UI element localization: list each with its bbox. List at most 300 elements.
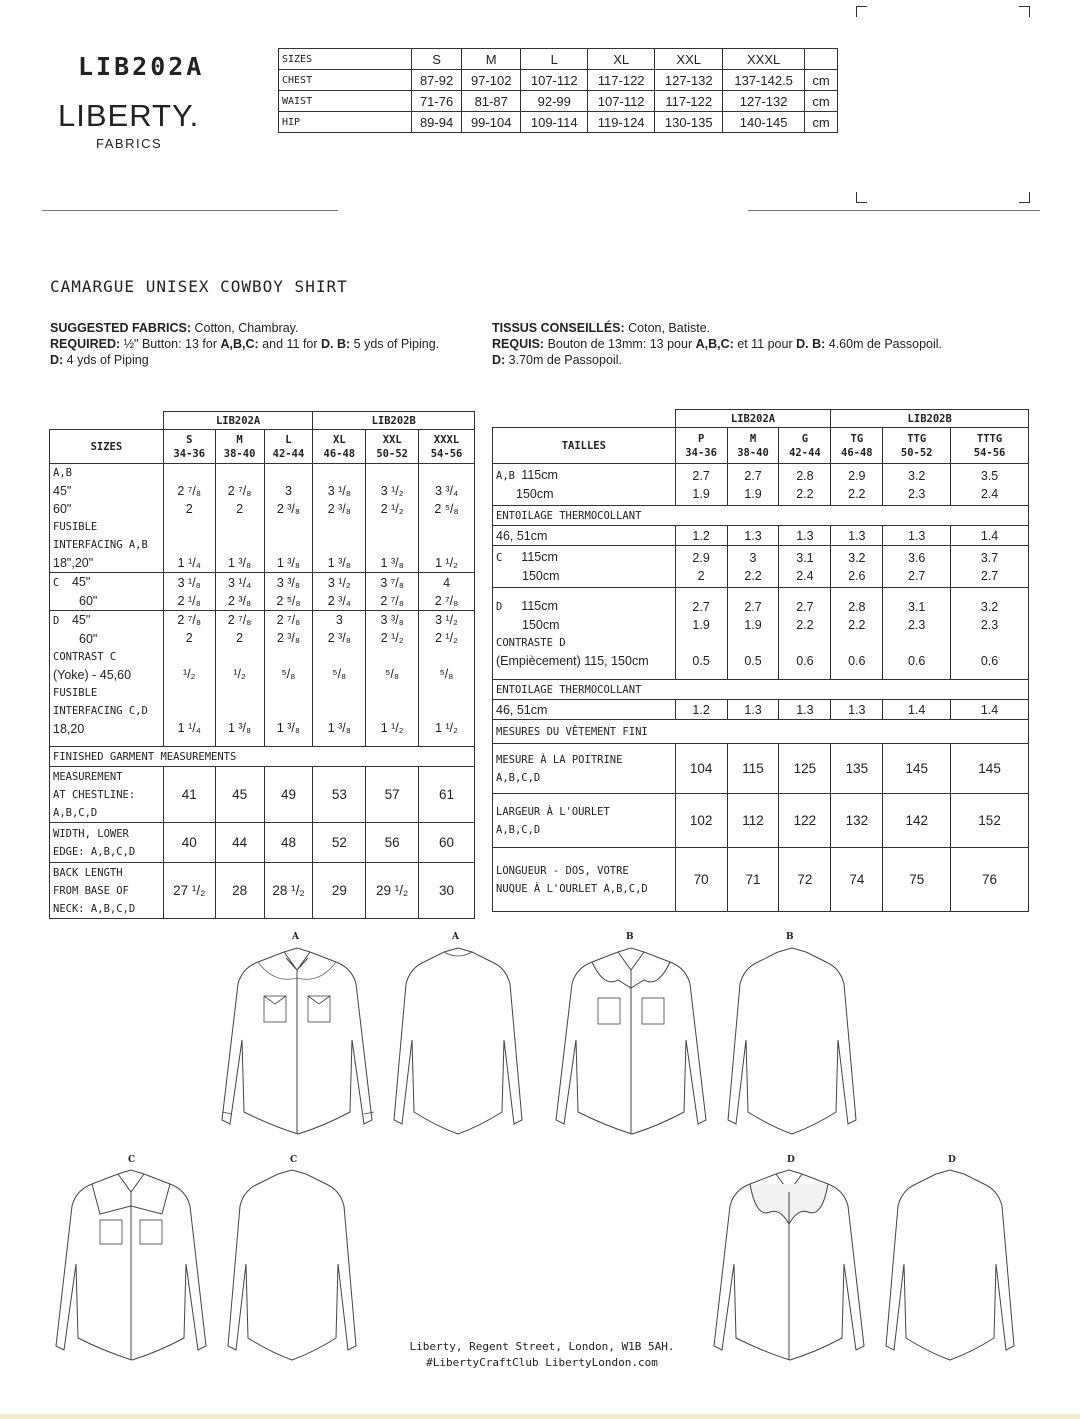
blank-cell [50,412,164,430]
value: 2.4 [796,568,814,583]
cell: 119-124 [588,112,655,133]
size: TG [850,432,864,445]
required-text: A,B,C: [220,337,259,351]
value: 2 ³/₈ [276,502,301,516]
value-cell [313,464,366,573]
value-cell [215,611,264,747]
value-cell [883,464,951,506]
value: 2 ³/₈ [227,594,252,608]
value-cell: 28 [215,863,264,919]
view-label-d-front: D [787,1155,795,1165]
size: M [749,432,757,445]
value: 2.2 [796,617,814,632]
value: 2.3 [908,486,926,501]
value: 3 ¹/₈ [327,484,351,498]
shirt-front-b [548,944,714,1140]
label: A,B,C,D [53,806,98,819]
value-cell: 1.3 [831,700,883,720]
back-length-label [493,848,676,912]
label: 60" [79,594,98,608]
value: 2 ⁷/₈ [380,594,404,608]
value-cell [163,573,215,611]
view-ab-block [493,464,1029,506]
view-ab-block [50,464,475,573]
pattern-code: LIB202A [78,52,205,81]
label: A,B,C,D [496,771,541,784]
brand-sub: FABRICS [96,136,163,151]
value: 2.7 [692,599,710,614]
value-cell: 41 [163,767,215,823]
value: 2 ⁷/₈ [434,594,459,608]
value: 3 ³/₈ [380,613,404,627]
value-cell: 1.2 [675,526,727,546]
value: 1.9 [744,486,762,501]
footer-address: Liberty, Regent Street, London, W1B 5AH. [409,1340,675,1353]
size-header [264,430,313,464]
value: 2 ⁵/₈ [434,502,459,516]
pocket-right [308,996,330,1022]
value-cell: 29 ¹/₂ [366,863,419,919]
value-cell [313,573,366,611]
size-range: 46-48 [841,446,873,459]
value-cell: 45 [215,767,264,823]
fabric-notes-en [50,320,480,368]
cell: 87-92 [412,70,462,91]
shirt-back-a [388,944,528,1140]
group-header-a: LIB202A [163,412,313,430]
value-cell [727,546,779,588]
value-cell: 44 [215,823,264,863]
size: G [801,432,809,445]
size-header [883,428,951,464]
size-range: 34-36 [685,446,717,459]
value: 2 ¹/₈ [177,594,201,608]
view-label-a-back: A [452,932,459,942]
value-cell [779,546,831,588]
value: 1 ¹/₄ [177,721,201,735]
value: 3.2 [848,550,866,565]
unit-cell: cm [805,91,838,112]
label: 115cm [521,599,558,613]
size-header-cell: M [462,49,521,70]
yardage-table-en [49,411,475,919]
value-cell: 115 [727,744,779,794]
size-header [727,428,779,464]
cell: 109-114 [521,112,588,133]
size: P [697,432,705,445]
value: ¹/₂ [233,667,246,681]
required-text: ½" Button: 13 for [120,337,221,351]
size: M [236,433,243,446]
size: TTG [907,432,927,445]
crop-mark-bottom-right [1019,192,1030,203]
value-cell [779,588,831,680]
label: 60" [79,632,98,646]
required-text: 3.70m de Passopoil. [505,353,622,367]
size-header-cell: XXXL [723,49,805,70]
value: 2.6 [848,568,866,583]
back-outline [728,948,856,1134]
label: C [496,552,503,564]
cell: 107-112 [588,91,655,112]
value: 1 ³/₈ [327,556,351,570]
value-cell: 70 [675,848,727,912]
suggested-value: Coton, Batiste. [624,321,711,335]
value-cell: 57 [366,767,419,823]
value: 1.9 [744,617,762,632]
collar [284,952,310,970]
value-cell: 1.3 [831,526,883,546]
value: 2 ⁷/₈ [177,613,202,627]
value: 3.7 [980,550,999,565]
value-cell: 74 [831,848,883,912]
view-label-d-back: D [948,1155,956,1165]
size-range: 42-44 [272,447,305,460]
shirt-back-d [880,1166,1020,1366]
back-length-label [50,863,164,919]
brand-name: LIBERTY. [58,98,200,133]
value: 2 [185,502,193,516]
value: 2.3 [980,617,999,632]
value-cell [727,464,779,506]
cell: 117-122 [655,91,723,112]
value: 2 ⁷/₈ [276,613,301,627]
size-header-label: SIZES [279,49,412,70]
value-cell [951,464,1029,506]
sizes-label: SIZES [50,430,164,464]
value: 3 ³/₄ [434,484,459,498]
width-row [50,823,475,863]
size: XXXL [433,433,460,446]
value-cell [264,464,313,573]
cell: 71-76 [412,91,462,112]
divider-right [748,210,1040,211]
label: 150cm [522,618,560,632]
value: 0.6 [796,653,814,668]
label: INTERFACING A,B [53,539,148,551]
value-cell: 1.3 [779,700,831,720]
group-header-b: LIB202B [313,412,475,430]
value: 2 [236,502,244,516]
size-header-cell: S [412,49,462,70]
value: 3 ³/₈ [276,576,301,590]
value: 1 ¹/₄ [177,556,201,570]
value-cell [215,464,264,573]
required-text: D: [50,353,64,367]
label: D [496,601,503,613]
group-header-a: LIB202A [675,410,831,428]
value: 1 ³/₈ [327,721,351,735]
value-cell [831,588,883,680]
chest-row [279,70,838,91]
value-cell: 122 [779,794,831,848]
cell: 99-104 [462,112,521,133]
interfacing-header-row [493,506,1029,526]
label: 45" [71,575,91,589]
value: 2.7 [796,599,814,614]
crop-mark-top-left [856,6,867,17]
size-header [313,430,366,464]
value-cell [883,546,951,588]
value: 0.5 [692,653,710,668]
size-header [779,428,831,464]
pocket-left [100,1220,122,1244]
cell: 97-102 [462,70,521,91]
value: 3.1 [796,550,814,565]
view-d-label [50,611,164,747]
value-cell: 102 [675,794,727,848]
value: 2 [697,568,705,583]
value-cell: 152 [951,794,1029,848]
size-header [675,428,727,464]
value-cell [419,573,475,611]
cell: 127-132 [723,91,805,112]
size-range: 38-40 [223,447,256,460]
waist-row [279,91,838,112]
value-cell [366,573,419,611]
value-cell: 52 [313,823,366,863]
suggested-value: Cotton, Chambray. [191,321,299,335]
yardage-table-fr [492,409,1029,912]
label: FUSIBLE [53,521,98,533]
view-label-a-front: A [292,932,299,942]
value: 3 ⁷/₈ [380,576,404,590]
size-range: 38-40 [737,446,769,459]
group-row [50,412,475,430]
label: NUQUE À L'OURLET A,B,C,D [496,882,648,895]
sizes-row [50,430,475,464]
label: CONTRAST C [53,651,117,663]
value-cell: 48 [264,823,313,863]
value: 1 ³/₈ [276,721,301,735]
value: ⁵/₈ [385,667,400,681]
value-cell: 28 ¹/₂ [264,863,313,919]
interfacing-row [493,700,1029,720]
label: 45" [53,484,72,498]
value-cell: 61 [419,767,475,823]
value: 3.2 [908,468,926,483]
view-label-b-back: B [786,932,794,942]
value-cell [163,464,215,573]
value-cell: 72 [779,848,831,912]
value: 1 ³/₈ [380,556,404,570]
label: 115cm [521,468,558,482]
label: NECK: A,B,C,D [53,902,136,915]
value: 0.6 [848,653,866,668]
back-outline [394,948,522,1134]
value-cell: 71 [727,848,779,912]
cell: 137-142.5 [723,70,805,91]
label: 18,20 [53,722,85,736]
sizes-row [493,428,1029,464]
crop-mark-top-right [1019,6,1030,17]
value-cell: 30 [419,863,475,919]
label: 18",20" [53,556,94,570]
label: 115cm [521,550,558,564]
value: 2.9 [692,550,710,565]
value: 3 [335,613,343,627]
view-d-block [493,588,1029,680]
row-label: 46, 51cm [493,526,676,546]
value-cell: 29 [313,863,366,919]
label: 150cm [522,569,560,583]
value: 2 ¹/₂ [380,502,404,516]
value-cell [675,546,727,588]
size-range: 50-52 [900,446,933,459]
divider-left [42,210,338,211]
value: 4 [443,576,451,590]
required-text: D. B: [321,337,351,351]
footer-links: #LibertyCraftClub LibertyLondon.com [426,1356,658,1369]
label: (Empiècement) 115, 150cm [496,654,649,668]
value: 2 ³/₈ [276,631,301,645]
value: 1 ³/₈ [227,721,252,735]
value-cell [313,611,366,747]
value-cell: 1.4 [883,700,951,720]
crop-mark-bottom-left [856,192,867,203]
value: 2.8 [848,599,866,614]
finished-header-row [493,720,1029,744]
view-label-c-front: C [128,1155,136,1165]
interfacing-header: ENTOILAGE THERMOCOLLANT [493,506,1029,526]
shirt-back-c [222,1166,362,1366]
label: MEASUREMENT [53,770,123,783]
value: 2.8 [796,468,814,483]
value: 1 ³/₈ [276,556,301,570]
chest-measure-row [50,767,475,823]
value: 2.7 [692,468,710,483]
value-cell: 1.3 [779,526,831,546]
size: XXL [382,433,402,446]
size-header [215,430,264,464]
suggested-label: SUGGESTED FABRICS: [50,321,191,335]
width-row [493,794,1029,848]
interfacing-row [493,526,1029,546]
value-cell [675,464,727,506]
label: FROM BASE OF [53,884,129,897]
cell: 117-122 [588,70,655,91]
value: 2 ³/₈ [327,631,351,645]
size-range: 54-56 [973,446,1006,459]
size-header [419,430,475,464]
value-cell [675,588,727,680]
interfacing-header-row [493,680,1029,700]
label: A,B,C,D [496,823,541,836]
value: 3.6 [908,550,926,565]
size-header [831,428,883,464]
value: 2.4 [980,486,999,501]
value: 3 [284,484,292,498]
cell: 92-99 [521,91,588,112]
view-label-b-front: B [626,932,634,942]
group-row [493,410,1029,428]
cell: 89-94 [412,112,462,133]
view-c-block [493,546,1029,588]
value-cell: 76 [951,848,1029,912]
required-text: and 11 for [258,337,322,351]
label: BACK LENGTH [53,866,123,879]
group-header-b: LIB202B [831,410,1029,428]
view-c-label [493,546,676,588]
pocket-right [642,998,664,1024]
row-label: 46, 51cm [493,700,676,720]
required-label: REQUIS: [492,337,545,351]
value-cell [419,611,475,747]
value: 2 ⁷/₈ [227,484,252,498]
collar [618,952,644,970]
finished-header: FINISHED GARMENT MEASUREMENTS [50,747,475,767]
value-cell [366,611,419,747]
value: 3.5 [980,468,999,483]
size: XL [333,433,346,446]
row-label: WAIST [279,91,412,112]
value-cell [831,546,883,588]
required-text: Bouton de 13mm: 13 pour [544,337,696,351]
value: 3.1 [908,599,926,614]
finished-header: MESURES DU VÊTEMENT FINI [493,720,1029,744]
view-d-block [50,611,475,747]
row-label: HIP [279,112,412,133]
required-text: et 11 pour [733,337,797,351]
size-range: 42-44 [789,446,821,459]
cell: 107-112 [521,70,588,91]
value-cell: 40 [163,823,215,863]
body-size-chart [278,48,838,133]
required-label: REQUIRED: [50,337,121,351]
suggested-label: TISSUS CONSEILLÉS: [492,321,625,335]
size-header [163,430,215,464]
value-cell: 132 [831,794,883,848]
value: 3 ¹/₂ [435,613,458,627]
view-c-block [50,573,475,611]
value: ⁵/₈ [332,667,347,681]
view-ab-label [493,464,676,506]
value: ⁵/₈ [439,667,454,681]
value: 2.2 [848,486,866,501]
value: 2 ³/₄ [327,594,351,608]
chest-label [493,744,676,794]
size-range: 46-48 [323,447,356,460]
value-cell: 1.3 [727,526,779,546]
required-text: D. B: [796,337,826,351]
back-outline [886,1170,1014,1360]
value-cell: 1.3 [727,700,779,720]
value: 3 ¹/₂ [380,484,404,498]
sizes-label: TAILLES [493,428,676,464]
unit-cell: cm [805,70,838,91]
unit-cell: cm [805,112,838,133]
shirt-front-a [214,944,380,1140]
value: 2.2 [796,486,814,501]
label: D [53,615,60,627]
required-text: A,B,C: [695,337,734,351]
chest-measure-row [493,744,1029,794]
blank-cell [493,410,676,428]
size-header-cell: XXL [655,49,723,70]
label: 150cm [516,487,554,501]
value-cell [883,588,951,680]
value-cell: 1.2 [675,700,727,720]
value-cell: 60 [419,823,475,863]
cell: 81-87 [462,91,521,112]
pocket-left [598,998,620,1024]
collar [118,1174,144,1192]
value: 1 ¹/₂ [435,556,458,570]
value: 0.6 [980,653,999,668]
back-length-row [50,863,475,919]
value-cell [727,588,779,680]
value-cell [951,588,1029,680]
